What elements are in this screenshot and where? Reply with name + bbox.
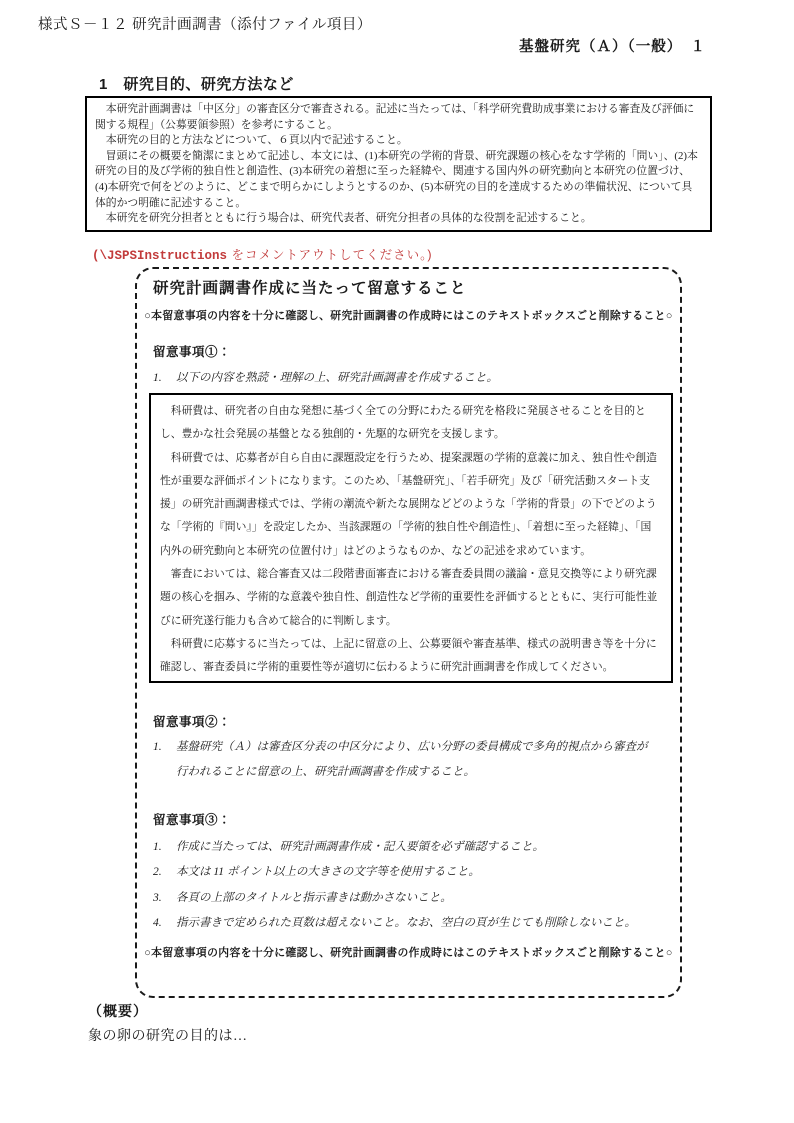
item-text: 指示書きで定められた頁数は超えないこと。なお、空白の頁が生じても削除しないこと。 xyxy=(176,916,636,929)
kakenhi-paragraph: 科研費は、研究者の自由な発想に基づく全ての分野にわたる研究を格段に発展させることを目的とし、豊かな社会発展の基盤となる独創的・先駆的な研究を支援します。 xyxy=(160,405,646,441)
notice-item xyxy=(153,911,660,936)
item-number: 3. xyxy=(153,891,162,904)
kakenhi-paragraph: 科研費では、応募者が自ら自由に課題設定を行うため、提案課題の学術的意義に加え、独自性や創造性が重要な評価ポイントになります。このため、「基盤研究」、「若手研究」及び「研究活動スタート支援」の研究計画調書様式では、学術の潮流や新たな展開などどのような「学術的背景」の下でどのような「学術的『問い』」を設定したか、当該課題の「学術的独自性や創造性」、「着想に至った経緯」、「国内外の研究動向と本研究の位置付け」はどのようなものか、などの記述を求めています。 xyxy=(160,451,657,557)
notice-section3-label: 留意事項③： xyxy=(153,813,232,827)
item-number: 2. xyxy=(153,866,162,879)
notice-item xyxy=(153,835,660,860)
kakenhi-paragraph: 科研費に応募するに当たっては、上記に留意の上、公募要領や審査基準、様式の説明書き等を十分に確認し、審査委員に学術的重要性等が適切に伝わるように研究計画調書を作成してください。 xyxy=(160,637,657,674)
section-title: 1 研究目的、研究方法など xyxy=(99,76,294,93)
item-text: 作成に当たっては、研究計画調書作成・記入要領を必ず確認すること。 xyxy=(176,841,544,853)
instruction-paragraph: 冒頭にその概要を簡潔にまとめて記述し、本文には、(1)本研究の学術的背景、研究課題の核心をなす学術的「問い」、(2)本研究の目的及び学術的独自性と創造性、(3)本研究の着想に至った経緯や、関連する国内外の研究動向と本研究の位置づけ、(4)本研究で何をどのように、どこまで明らかにしようとするのか、(5)本研究の目的を達成するための準備状況、について具体的かつ明確に記述すること。 xyxy=(95,149,698,209)
item-text: 以下の内容を熟読・理解の上、研究計画調書を作成すること。 xyxy=(176,372,498,384)
notice-item xyxy=(153,886,660,911)
item-text: 本文は 11 ポイント以上の大きさの文字等を使用すること。 xyxy=(176,866,480,879)
summary-label: （概要） xyxy=(88,1003,148,1019)
notice-title: 研究計画調書作成に当たって留意すること xyxy=(153,280,467,297)
kakenhi-paragraph: 審査においては、総合審査又は二段階書面審査における審査委員間の議論・意見交換等により研究課題の核心を掴み、学術的な意義や独自性、創造性など学術的重要性を評価するとともに、実行可能性並びに研究遂行能力も含めて総合的に判断します。 xyxy=(160,568,658,627)
instruction-paragraph: 本研究計画調書は「中区分」の審査区分で審査される。記述に当たっては、「科学研究費助成事業における審査及び評価に関する規程」（公募要領参照）を参考にすること。 xyxy=(95,103,695,131)
notice-section2-items xyxy=(153,735,658,786)
instruction-box xyxy=(85,96,712,232)
jsps-comment-text: をコメントアウトしてください。) xyxy=(227,248,433,262)
item-text: 基盤研究（Ａ）は審査区分表の中区分により、広い分野の委員構成で多角的視点から審査が行われることに留意の上、研究計画調書を作成すること。 xyxy=(176,741,648,779)
item-number: 4. xyxy=(153,916,162,929)
notice-section3-items xyxy=(153,835,660,936)
item-number: 1. xyxy=(153,841,162,853)
notice-section1-items xyxy=(153,366,660,391)
notice-banner-top: ○本留意事項の内容を十分に確認し、研究計画調書の作成時にはこのテキストボックスごと削除すること○ xyxy=(144,310,673,322)
notice-item xyxy=(153,860,660,885)
jsps-comment-line xyxy=(92,245,433,263)
item-number: 1. xyxy=(153,741,162,753)
notice-textbox xyxy=(135,267,682,998)
notice-section1-label: 留意事項①： xyxy=(153,345,232,359)
kakenhi-description-box xyxy=(149,393,673,683)
notice-item xyxy=(153,366,660,391)
notice-item xyxy=(153,735,658,786)
instruction-paragraph: 本研究の目的と方法などについて、６頁以内で記述すること。 xyxy=(95,134,408,147)
item-number: 1. xyxy=(153,372,162,384)
form-code: 様式Ｓ－１２ 研究計画調書（添付ファイル項目） xyxy=(38,17,372,33)
research-category-header: 基盤研究（Ａ）（一般） １ xyxy=(519,39,706,55)
item-text: 各頁の上部のタイトルと指示書きは動かさないこと。 xyxy=(176,891,452,904)
summary-body: 象の卵の研究の目的は… xyxy=(88,1029,248,1044)
jsps-comment-code: (\JSPSInstructions xyxy=(92,249,228,263)
notice-banner-bottom: ○本留意事項の内容を十分に確認し、研究計画調書の作成時にはこのテキストボックスごと削除すること○ xyxy=(144,947,673,959)
notice-section2-label: 留意事項②： xyxy=(153,715,232,729)
instruction-paragraph: 本研究を研究分担者とともに行う場合は、研究代表者、研究分担者の具体的な役割を記述すること。 xyxy=(95,212,592,225)
